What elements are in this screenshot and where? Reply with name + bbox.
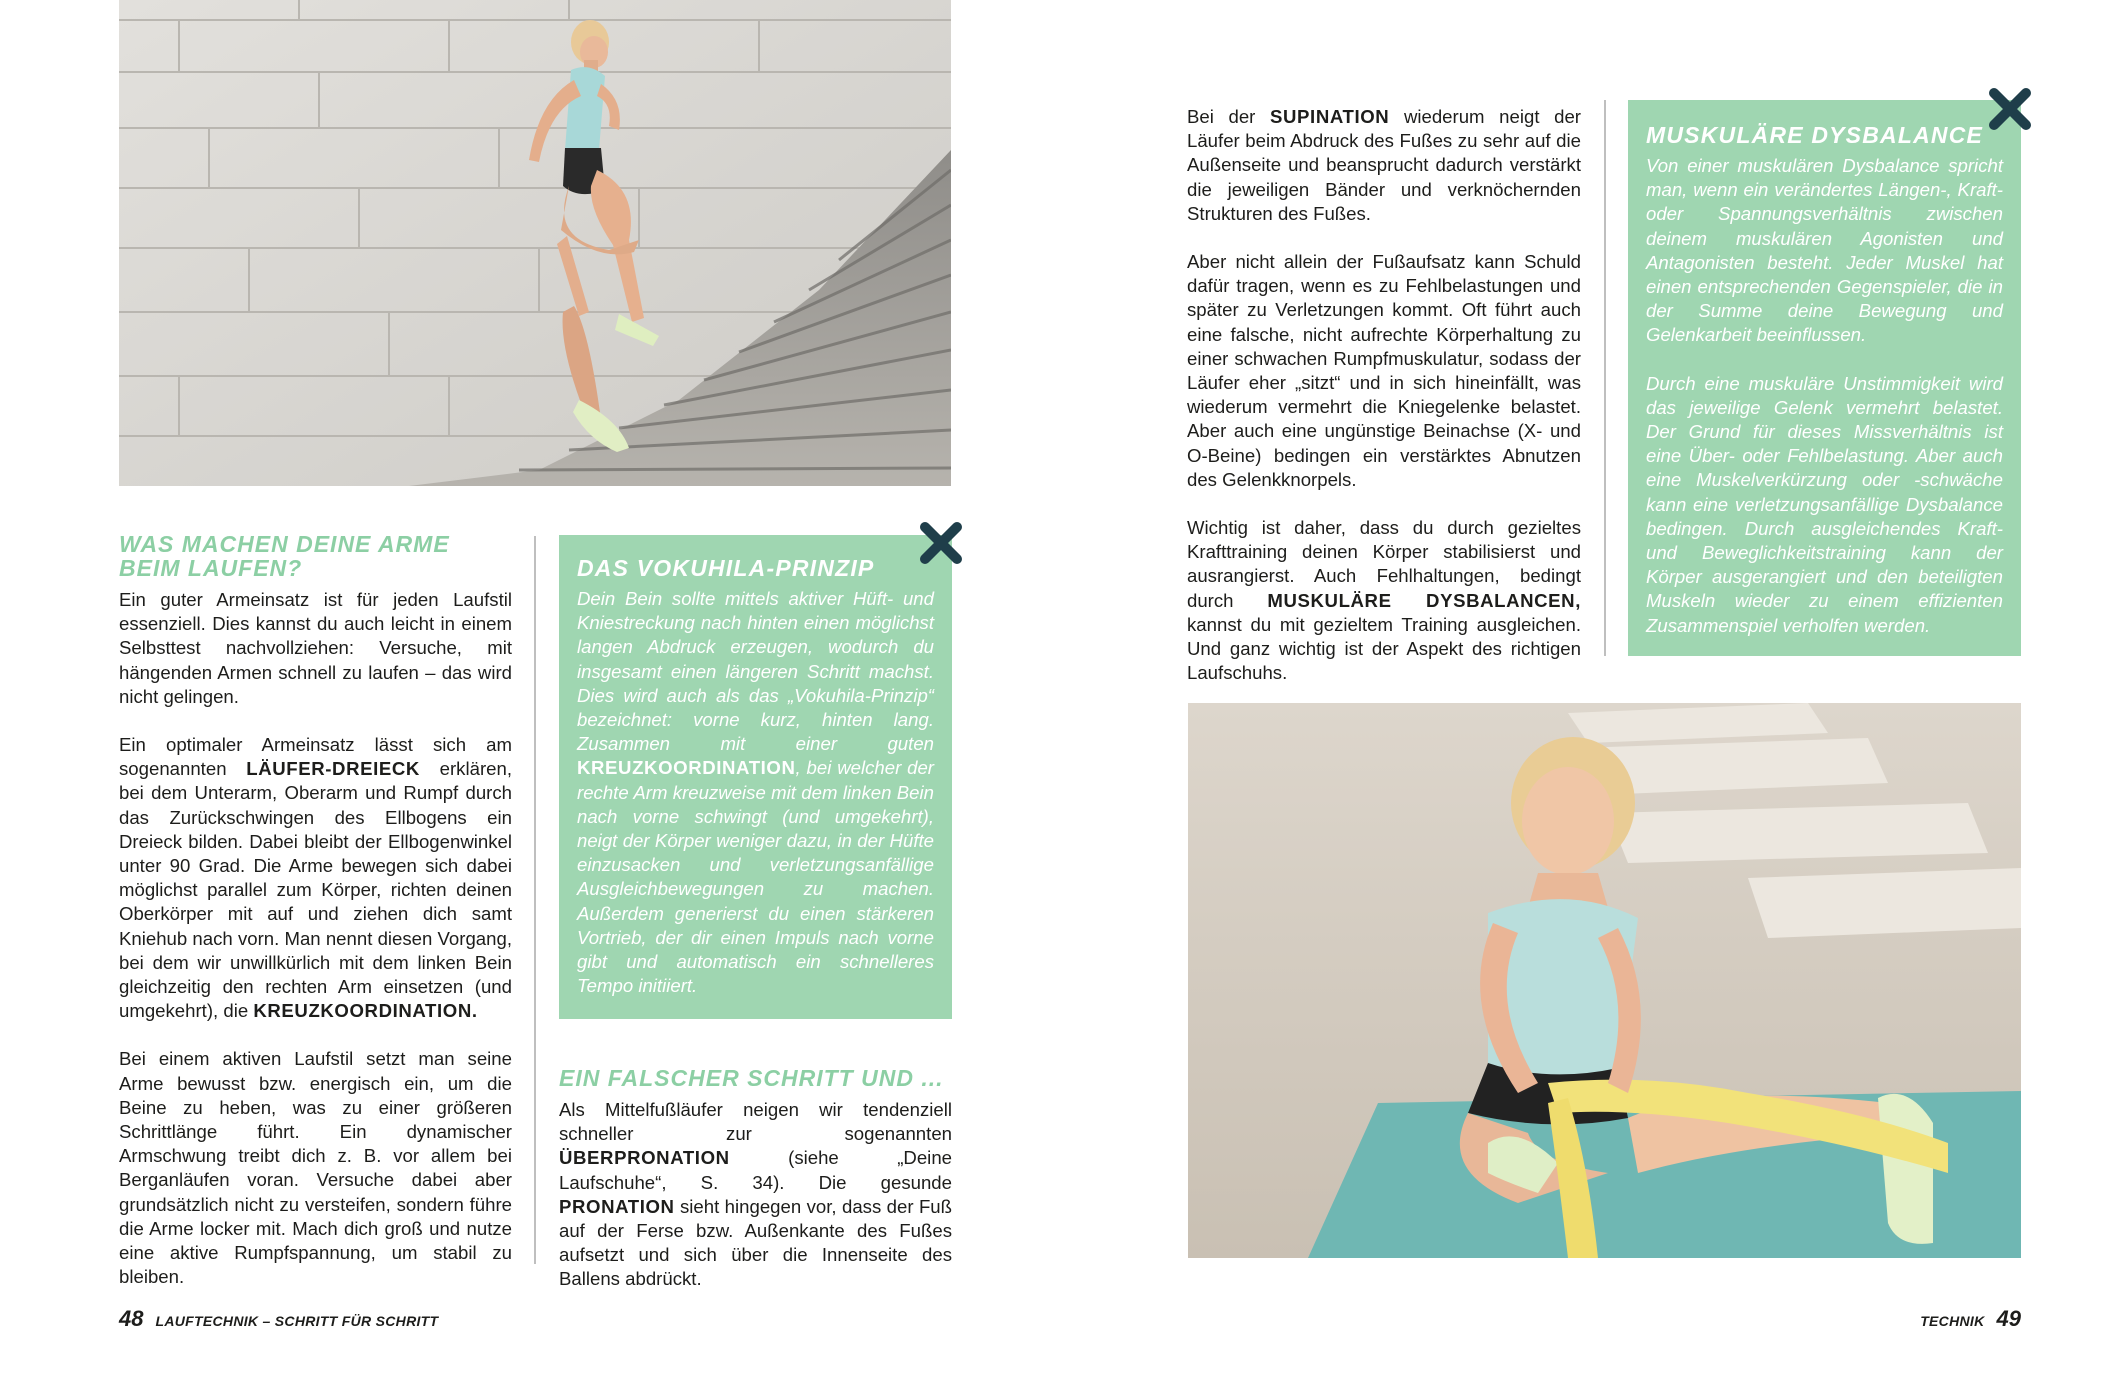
right-column-text xyxy=(1187,105,1581,709)
text-run: Bei der xyxy=(1187,106,1271,127)
text-run: Ein optimaler Armeinsatz lässt sich am sogenannten xyxy=(119,734,512,780)
box-title-vokuhila: DAS VOKUHILA-PRINZIP xyxy=(577,555,875,581)
box-title-dysbalance: MUSKULÄRE DYSBALANCE xyxy=(1646,122,1984,148)
text-run: wiederum neigt der Läufer beim Abdruck des Fußes zu sehr auf die Außenseite und beansprucht dadurch verstärkt die jeweiligen Bänder und verknöchernden Strukturen des Fußes. xyxy=(1187,106,1581,224)
emphasis-laeufer-dreieck: LÄUFER-DREIECK xyxy=(246,758,420,780)
vokuhila-info-box xyxy=(559,535,952,1019)
paragraph-arms-intro: Ein guter Armeinsatz ist für jeden Laufstil essenziell. Dies kannst du auch leicht in einem Selbsttest nachvollziehen: Versuche, mit hängenden Armen schnell zu laufen – das wird nicht gelingen. xyxy=(119,589,512,707)
footer-right xyxy=(1920,1306,2021,1332)
text-run: sieht hingegen vor, dass der Fuß auf der Ferse bzw. Außenkante des Fußes aufsetzt und sich über die Innenseite des Ballens abdrückt. xyxy=(559,1195,952,1290)
emphasis-dysbalancen: MUSKULÄRE DYSBALANCEN, xyxy=(1267,589,1581,611)
text-run: Wichtig ist daher, dass du durch gezieltes Krafttraining deinen Körper stabilisierst und ausrangierst. Auch Fehlhaltungen, bedingt durch xyxy=(1187,517,1581,611)
column-divider-left xyxy=(534,536,536,1264)
resistance-band-photo xyxy=(1188,703,2021,1258)
paragraph-strength-training xyxy=(1187,516,1581,685)
running-title: LAUFTECHNIK – SCHRITT FÜR SCHRITT xyxy=(155,1313,439,1329)
page-number-right: 49 xyxy=(1996,1306,2021,1331)
section-name: TECHNIK xyxy=(1920,1313,1985,1329)
paragraph-active-style: Bei einem aktiven Laufstil setzt man seine Arme bewusst bzw. energisch ein, um die Beine zu heben, was zu einer größeren Schrittlänge führt. Ein dynamischer Armschwung treibt dich z. B. vor allem bei Berganläufen voran. Versuche dabei aber grundsätzlich nicht zu versteifen, sondern führe die Arme locker mit. Mach dich groß und nutze eine aktive Rumpfspannung, um stabil zu bleiben. xyxy=(119,1048,512,1288)
text-run: , bei welcher der rechte Arm kreuzweise mit dem linken Bein nach vorne schwingt (und umgekehrt), neigt der Körper weniger dazu, in der Hüfte einzusacken und verletzungsanfällige Ausgleichbewegungen zu machen. Außerdem generierst du einen stärkeren Vortrieb, der dir einen Impuls nach vorne gibt und automatisch ein schnelleres Tempo initiiert. xyxy=(577,757,934,997)
text-run: erklären, bei dem Unterarm, Oberarm und Rumpf durch das Zurückschwingen des Ellbogens ein Dreieck bilden. Dabei bleibt der Ellbogenwinkel unter 90 Grad. Die Arme bewegen sich dabei möglichst parallel zum Körper, richten deinen Oberkörper mit auf und ziehen dich samt Kniehub nach vorn. Man nennt diesen Vorgang, bei dem wir unwillkürlich mit dem linken Bein gleichzeitig den rechten Arm einsetzen (und umgekehrt), die xyxy=(119,758,512,1022)
text-run: kannst du mit gezieltem Training ausgleichen. Und ganz wichtig ist der Aspekt des richtigen Laufschuhs. xyxy=(1187,613,1581,684)
emphasis-supination: SUPINATION xyxy=(1270,106,1390,127)
emphasis-ueberpronation: ÜBERPRONATION xyxy=(559,1147,730,1169)
paragraph-supination xyxy=(1187,105,1581,226)
x-mark-icon xyxy=(1987,86,2033,132)
box-text-vokuhila xyxy=(577,587,934,998)
footer-left xyxy=(119,1306,438,1332)
paragraph-posture: Aber nicht allein der Fußaufsatz kann Schuld dafür tragen, wenn es zu Fehlbelastungen und später zu Verletzungen kommt. Oft führt auch eine falsche, nicht aufrechte Körperhaltung zu einer schwachen Rumpfmuskulatur, sodass der Läufer eher „sitzt“ und in sich hineinfällt, was wiederum vermehrt die Kniegelenke belastet. Aber auch eine ungünstige Beinachse (X- und O-Beine) bedingen ein verstärktes Abnutzen des Gelenkknorpels. xyxy=(1187,251,1581,490)
box-paragraph-2: Durch eine muskuläre Unstimmigkeit wird das jeweilige Gelenk vermehrt belastet. Der Grund für dieses Missverhältnis ist eine Über- oder Fehlbelastung. Aber auch eine Muskelverkürzung oder -schwäche kann eine verletzungsanfällige Dysbalance bedingen. Durch ausgleichendes Kraft- und Beweglichkeitstraining kann der Körper ausgerangiert und den beteiligten Muskeln wieder zu einem effizienten Zusammenspiel verholfen werden. xyxy=(1646,372,2003,636)
page-number-left: 48 xyxy=(119,1306,144,1331)
section-heading-wrong-step: EIN FALSCHER SCHRITT UND ... xyxy=(559,1065,944,1091)
text-run: Dein Bein sollte mittels aktiver Hüft- und Kniestreckung nach hinten einen möglichst langen Abdruck erzeugen, wodurch du insgesamt einen längeren Schritt machst. Dies wird auch als das „Vokuhila-Prinzip“ bezeichnet: vorne kurz, hinten lang. Zusammen mit einer guten xyxy=(577,588,934,755)
paragraph-pronation xyxy=(559,1098,952,1292)
stairs-runner-photo xyxy=(119,0,951,486)
box-paragraph-1: Von einer muskulären Dysbalance spricht man, wenn ein verändertes Längen-, Kraft- oder Spannungsverhältnis zwischen deinem muskulären Agonisten und Antagonisten besteht. Jeder Muskel hat einen entsprechenden Gegenspieler, die in der Summe deine Bewegung und Gelenkarbeit beeinflussen. xyxy=(1646,155,2003,346)
x-mark-icon xyxy=(918,520,964,566)
wrong-step-section xyxy=(559,1066,952,1316)
box-text-dysbalance xyxy=(1646,154,2003,638)
section-heading-arms xyxy=(119,532,512,580)
dysbalance-info-box xyxy=(1628,100,2021,656)
left-column-section xyxy=(119,532,512,1313)
text-run: (siehe „Deine Laufschuhe“, S. 34). Die gesunde xyxy=(559,1147,952,1193)
emphasis-kreuzkoordination-box: KREUZKOORDINATION xyxy=(577,757,796,779)
text-run: Als Mittelfußläufer neigen wir tendenziell schneller zur sogenannten xyxy=(559,1099,952,1145)
heading-line-1: WAS MACHEN DEINE ARME xyxy=(119,531,450,557)
emphasis-kreuzkoordination: KREUZKOORDINATION. xyxy=(253,1000,478,1022)
paragraph-runner-triangle xyxy=(119,733,512,1023)
column-divider-right xyxy=(1604,100,1606,656)
emphasis-pronation: PRONATION xyxy=(559,1195,675,1217)
heading-line-2: BEIM LAUFEN? xyxy=(119,555,303,581)
